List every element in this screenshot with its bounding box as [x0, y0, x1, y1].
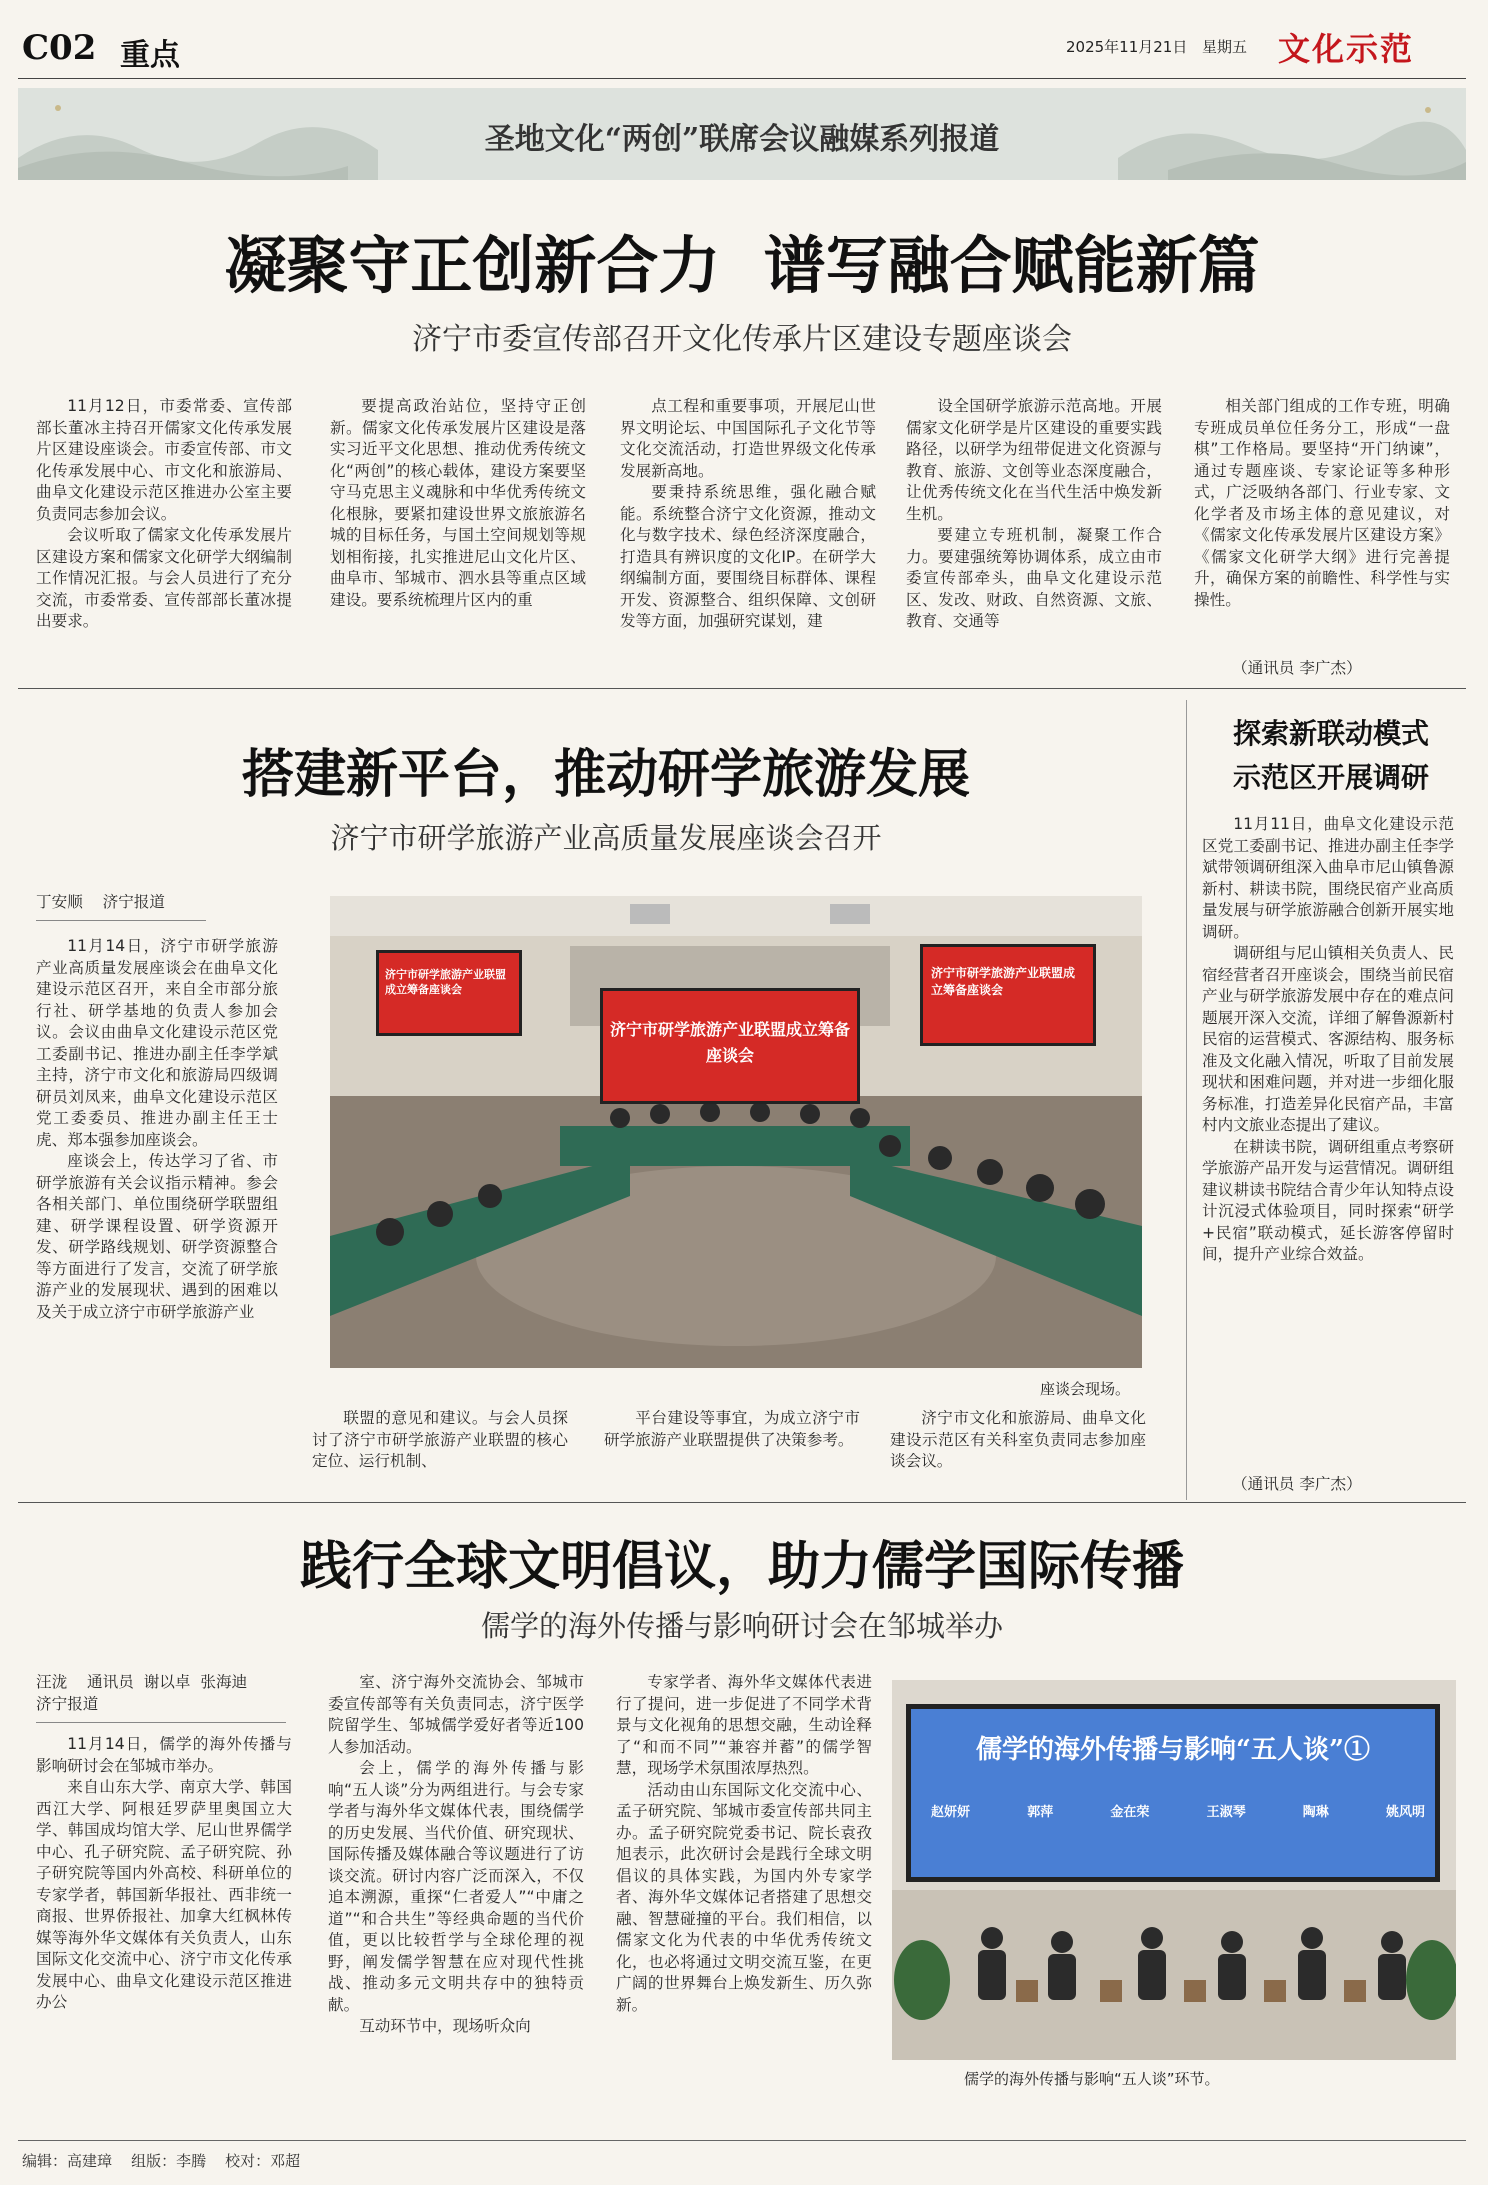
issue-date: 2025年11月21日: [1066, 38, 1188, 56]
paragraph: 活动由山东国际文化交流中心、孟子研究院、邹城市委宣传部共同主办。孟子研究院党委书记、院长袁孜旭表示，此次研讨会是践行全球文明倡议的具体实践，为国内外专家学者、海外华文媒体记者搭建了思想交融、智慧碰撞的平台。我们相信，以儒家文化为代表的中华优秀传统文化，也必将通过文明交流互鉴，在更广阔的世界舞台上焕发新生、历久弥新。: [616, 1780, 872, 2014]
divider-a1: [18, 688, 1466, 689]
paragraph: 调研组与尼山镇相关负责人、民宿经营者召开座谈会，围绕当前民宿产业与研学旅游发展中存在的难点问题展开深入交流，详细了解鲁源新村民宿的运营模式、客源结构、服务标准及文化融入情况，听取了目前发展现状和困难问题，并对进一步细化服务标准，打造差异化民宿产品，丰富村内文旅业态提出了建议。: [1202, 944, 1454, 1134]
header-rule: [18, 78, 1466, 79]
article2-bottom3: [890, 1408, 1146, 1473]
banner-title: 圣地文化“两创”联席会议融媒系列报道: [484, 122, 1000, 157]
article3-byline-line2: 济宁报道: [36, 1695, 99, 1713]
meeting-screen-left-title: 济宁市研学旅游产业联盟成立筹备座谈会: [385, 968, 506, 996]
footer-credits: 编辑：高建璋 组版：李腾 校对：邓超: [22, 2152, 301, 2170]
meeting-screen-right: [920, 944, 1096, 1046]
meeting-screen-right-title: 济宁市研学旅游产业联盟成立筹备座谈会: [931, 966, 1076, 997]
forum-panel-illustration: [892, 1680, 1456, 2060]
article2-byline-rule: [36, 920, 206, 921]
article1-col1: [36, 396, 292, 633]
article1-col3: [620, 396, 876, 633]
article3-byline-rule: [36, 1722, 286, 1723]
series-banner: [18, 88, 1466, 180]
paragraph: 要提高政治站位，坚持守正创新。儒家文化传承发展片区建设是落实习近平文化思想、推动优秀传统文化“两创”的核心载体，建设方案要坚守马克思主义魂脉和中华优秀传统文化根脉，要紧扣建设世界文旅旅游名城的目标任务，与国土空间规划等规划相衔接，扎实推进尼山文化片区、曲阜市、邹城市、泗水县等重点区域建设。要系统梳理片区内的重: [330, 397, 586, 609]
paragraph: 来自山东大学、南京大学、韩国西江大学、阿根廷罗萨里奥国立大学、韩国成均馆大学、尼山世界儒学中心、孔子研究院、孟子研究院、孙子研究院等国内外高校、科研单位的专家学者，韩国新华报社、西非统一商报、世界侨报社、加拿大红枫林传媒等海外华文媒体有关负责人，山东国际文化交流中心、济宁市文化传承发展中心、曲阜文化建设示范区推进办公: [36, 1778, 292, 2011]
forum-photo-caption: 儒学的海外传播与影响“五人谈”环节。: [964, 2070, 1220, 2088]
article3-col1: [36, 1734, 292, 2014]
forum-name: 王淑琴: [1206, 1805, 1246, 1820]
paper-name: 文化示范: [1278, 30, 1415, 68]
forum-photo: [892, 1680, 1456, 2060]
article1-subtitle: 济宁市委宣传部召开文化传承片区建设专题座谈会: [412, 322, 1072, 357]
divider-a2: [18, 1502, 1466, 1503]
paragraph: 在耕读书院，调研组重点考察研学旅游产品开发与运营情况。调研组建议耕读书院结合青少年认知特点设计沉浸式体验项目，同时探索“研学+民宿”联动模式，延长游客停留时间，提升产业综合效益。: [1202, 1137, 1454, 1263]
forum-name: 金在荣: [1110, 1805, 1150, 1820]
forum-name: 陶琳: [1302, 1805, 1329, 1820]
article3-col3: [616, 1672, 872, 2016]
forum-name: 郭萍: [1027, 1805, 1054, 1820]
sidebar-title-line1: 探索新联动模式: [1232, 717, 1429, 750]
paragraph: 要秉持系统思维，强化融合赋能。系统整合济宁文化资源，推动文化与数字技术、绿色经济深度融合，打造具有辨识度的文化IP。在研学大纲编制方面，要围绕目标群体、课程开发、资源整合、组织保障、文创研发等方面，加强研究谋划，建: [620, 483, 876, 630]
forum-name: 赵妍妍: [931, 1805, 971, 1820]
paragraph: 11月14日，儒学的海外传播与影响研讨会在邹城市举办。: [36, 1735, 292, 1775]
meeting-photo: [330, 896, 1142, 1368]
paragraph: 点工程和重要事项，开展尼山世界文明论坛、中国国际孔子文化节等文化交流活动，打造世界级文化传承发展新高地。: [620, 397, 876, 480]
footer-rule: [18, 2140, 1466, 2141]
paragraph: 座谈会上，传达学习了省、市研学旅游有关会议指示精神。参会各相关部门、单位围绕研学联盟组建、研学课程设置、研学资源开发、研学路线规划、研学资源整合等方面进行了发言，交流了研学旅游产业的发展现状、遇到的困难以及关于成立济宁市研学旅游产业: [36, 1152, 278, 1321]
meeting-screen-main-sub: 座谈会: [705, 1046, 754, 1065]
paragraph: 要建立专班机制，凝聚工作合力。要建强统筹协调体系，成立由市委宣传部牵头，曲阜文化建设示范区、发改、财政、自然资源、文旅、教育、交通等: [906, 526, 1162, 630]
page-header: [22, 22, 1466, 72]
article3-subtitle: 儒学的海外传播与影响研讨会在邹城举办: [480, 1609, 1003, 1643]
paragraph: 联盟的意见和建议。与会人员探讨了济宁市研学旅游产业联盟的核心定位、运行机制、: [312, 1409, 568, 1470]
meeting-screen-main-title: 济宁市研学旅游产业联盟成立筹备: [609, 1020, 850, 1039]
meeting-screen-left: [376, 950, 522, 1036]
article1-col5: [1194, 396, 1450, 611]
paragraph: 11月11日，曲阜文化建设示范区党工委副书记、推进办副主任李学斌带领调研组深入曲阜市尼山镇鲁源新村、耕读书院，围绕民宿产业高质量发展与研学旅游融合创新开展实地调研。: [1202, 815, 1454, 941]
article2-bottom1: [312, 1408, 568, 1473]
paragraph: 相关部门组成的工作专班，明确专班成员单位任务分工，形成“一盘棋”工作格局。要坚持“开门纳谏”，通过专题座谈、专家论证等多种形式，广泛吸纳各部门、行业专家、文化学者及市场主体的意见建议，对《儒家文化传承发展片区建设方案》《儒家文化研学大纲》进行完善提升，确保方案的前瞻性、科学性与实操性。: [1194, 397, 1450, 609]
page-code: C02: [22, 28, 97, 68]
article3-title: 践行全球文明倡议，助力儒学国际传播: [299, 1536, 1184, 1597]
paragraph: 济宁市文化和旅游局、曲阜文化建设示范区有关科室负责同志参加座谈会议。: [890, 1409, 1146, 1470]
meeting-screen-main: [600, 988, 860, 1104]
sidebar-title-line2: 示范区开展调研: [1232, 761, 1429, 794]
paragraph: 会上，儒学的海外传播与影响“五人谈”分为两组进行。与会专家学者与海外华文媒体代表，围绕儒学的历史发展、当代价值、研究现状、国际传播及媒体融合等议题进行了访谈交流。研讨内容广泛而深入，不仅追本溯源，重探“仁者爱人”“中庸之道”“和合共生”等经典命题的当代价值，更以比较哲学与全球伦理的视野，阐发儒学智慧在应对现代性挑战、推动多元文明共存中的独特贡献。: [328, 1759, 584, 2014]
meeting-photo-caption: 座谈会现场。: [1040, 1380, 1131, 1398]
paragraph: 室、济宁海外交流协会、邹城市委宣传部等有关负责同志，济宁医学院留学生、邹城儒学爱好者等近100人参加活动。: [328, 1673, 584, 1756]
article1-col4: [906, 396, 1162, 633]
article2-subtitle: 济宁市研学旅游产业高质量发展座谈会召开: [330, 821, 882, 855]
article2-byline: 丁安顺 济宁报道: [36, 893, 165, 911]
sidebar-signature: （通讯员 李广杰）: [1232, 1475, 1362, 1493]
paragraph: 11月12日，市委常委、宣传部部长董冰主持召开儒家文化传承发展片区建设座谈会。市委宣传部、市文化传承发展中心、市文化和旅游局、曲阜文化建设示范区推进办公室主要负责同志参加会议。: [36, 397, 292, 523]
sidebar-body: [1202, 814, 1454, 1266]
forum-name: 姚风明: [1385, 1805, 1425, 1820]
forum-screen-title: 儒学的海外传播与影响“五人谈”①: [976, 1735, 1370, 1765]
section-name: 重点: [120, 38, 180, 73]
article3-col2: [328, 1672, 584, 2038]
article1-title: 凝聚守正创新合力 谱写融合赋能新篇: [224, 229, 1260, 302]
issue-weekday: 星期五: [1202, 38, 1248, 56]
paragraph: 设全国研学旅游示范高地。开展儒家文化研学是片区建设的重要实践路径，以研学为纽带促进文化资源与教育、旅游、文创等业态深度融合，让优秀传统文化在当代生活中焕发新生机。: [906, 397, 1162, 523]
paragraph: 11月14日，济宁市研学旅游产业高质量发展座谈会在曲阜文化建设示范区召开，来自全市部分旅行社、研学基地的负责人参加会议。会议由曲阜文化建设示范区党工委副书记、推进办副主任李学斌主持，济宁市文化和旅游局四级调研员刘凤来，曲阜文化建设示范区党工委委员、推进办副主任王士虎、郑本强参加座谈会。: [36, 937, 278, 1149]
article2-title: 搭建新平台，推动研学旅游发展: [241, 744, 970, 805]
sidebar-vrule: [1186, 700, 1187, 1500]
article2-col1: [36, 936, 278, 1323]
article1-col2: [330, 396, 586, 611]
paragraph: 互动环节中，现场听众向: [359, 2017, 531, 2035]
paragraph: 会议听取了儒家文化传承发展片区建设方案和儒家文化研学大纲编制工作情况汇报。与会人员进行了充分交流，市委常委、宣传部部长董冰提出要求。: [36, 526, 292, 630]
article2-bottom2: [604, 1408, 860, 1451]
article3-byline-line1: 汪泷 通讯员 谢以卓 张海迪: [36, 1673, 248, 1691]
paragraph: 平台建设等事宜，为成立济宁市研学旅游产业联盟提供了决策参考。: [604, 1409, 860, 1449]
paragraph: 专家学者、海外华文媒体代表进行了提问，进一步促进了不同学术背景与文化视角的思想交融，生动诠释了“和而不同”“兼容并蓄”的儒学智慧，现场学术氛围浓厚热烈。: [616, 1673, 872, 1777]
article1-signature: （通讯员 李广杰）: [1232, 659, 1362, 677]
